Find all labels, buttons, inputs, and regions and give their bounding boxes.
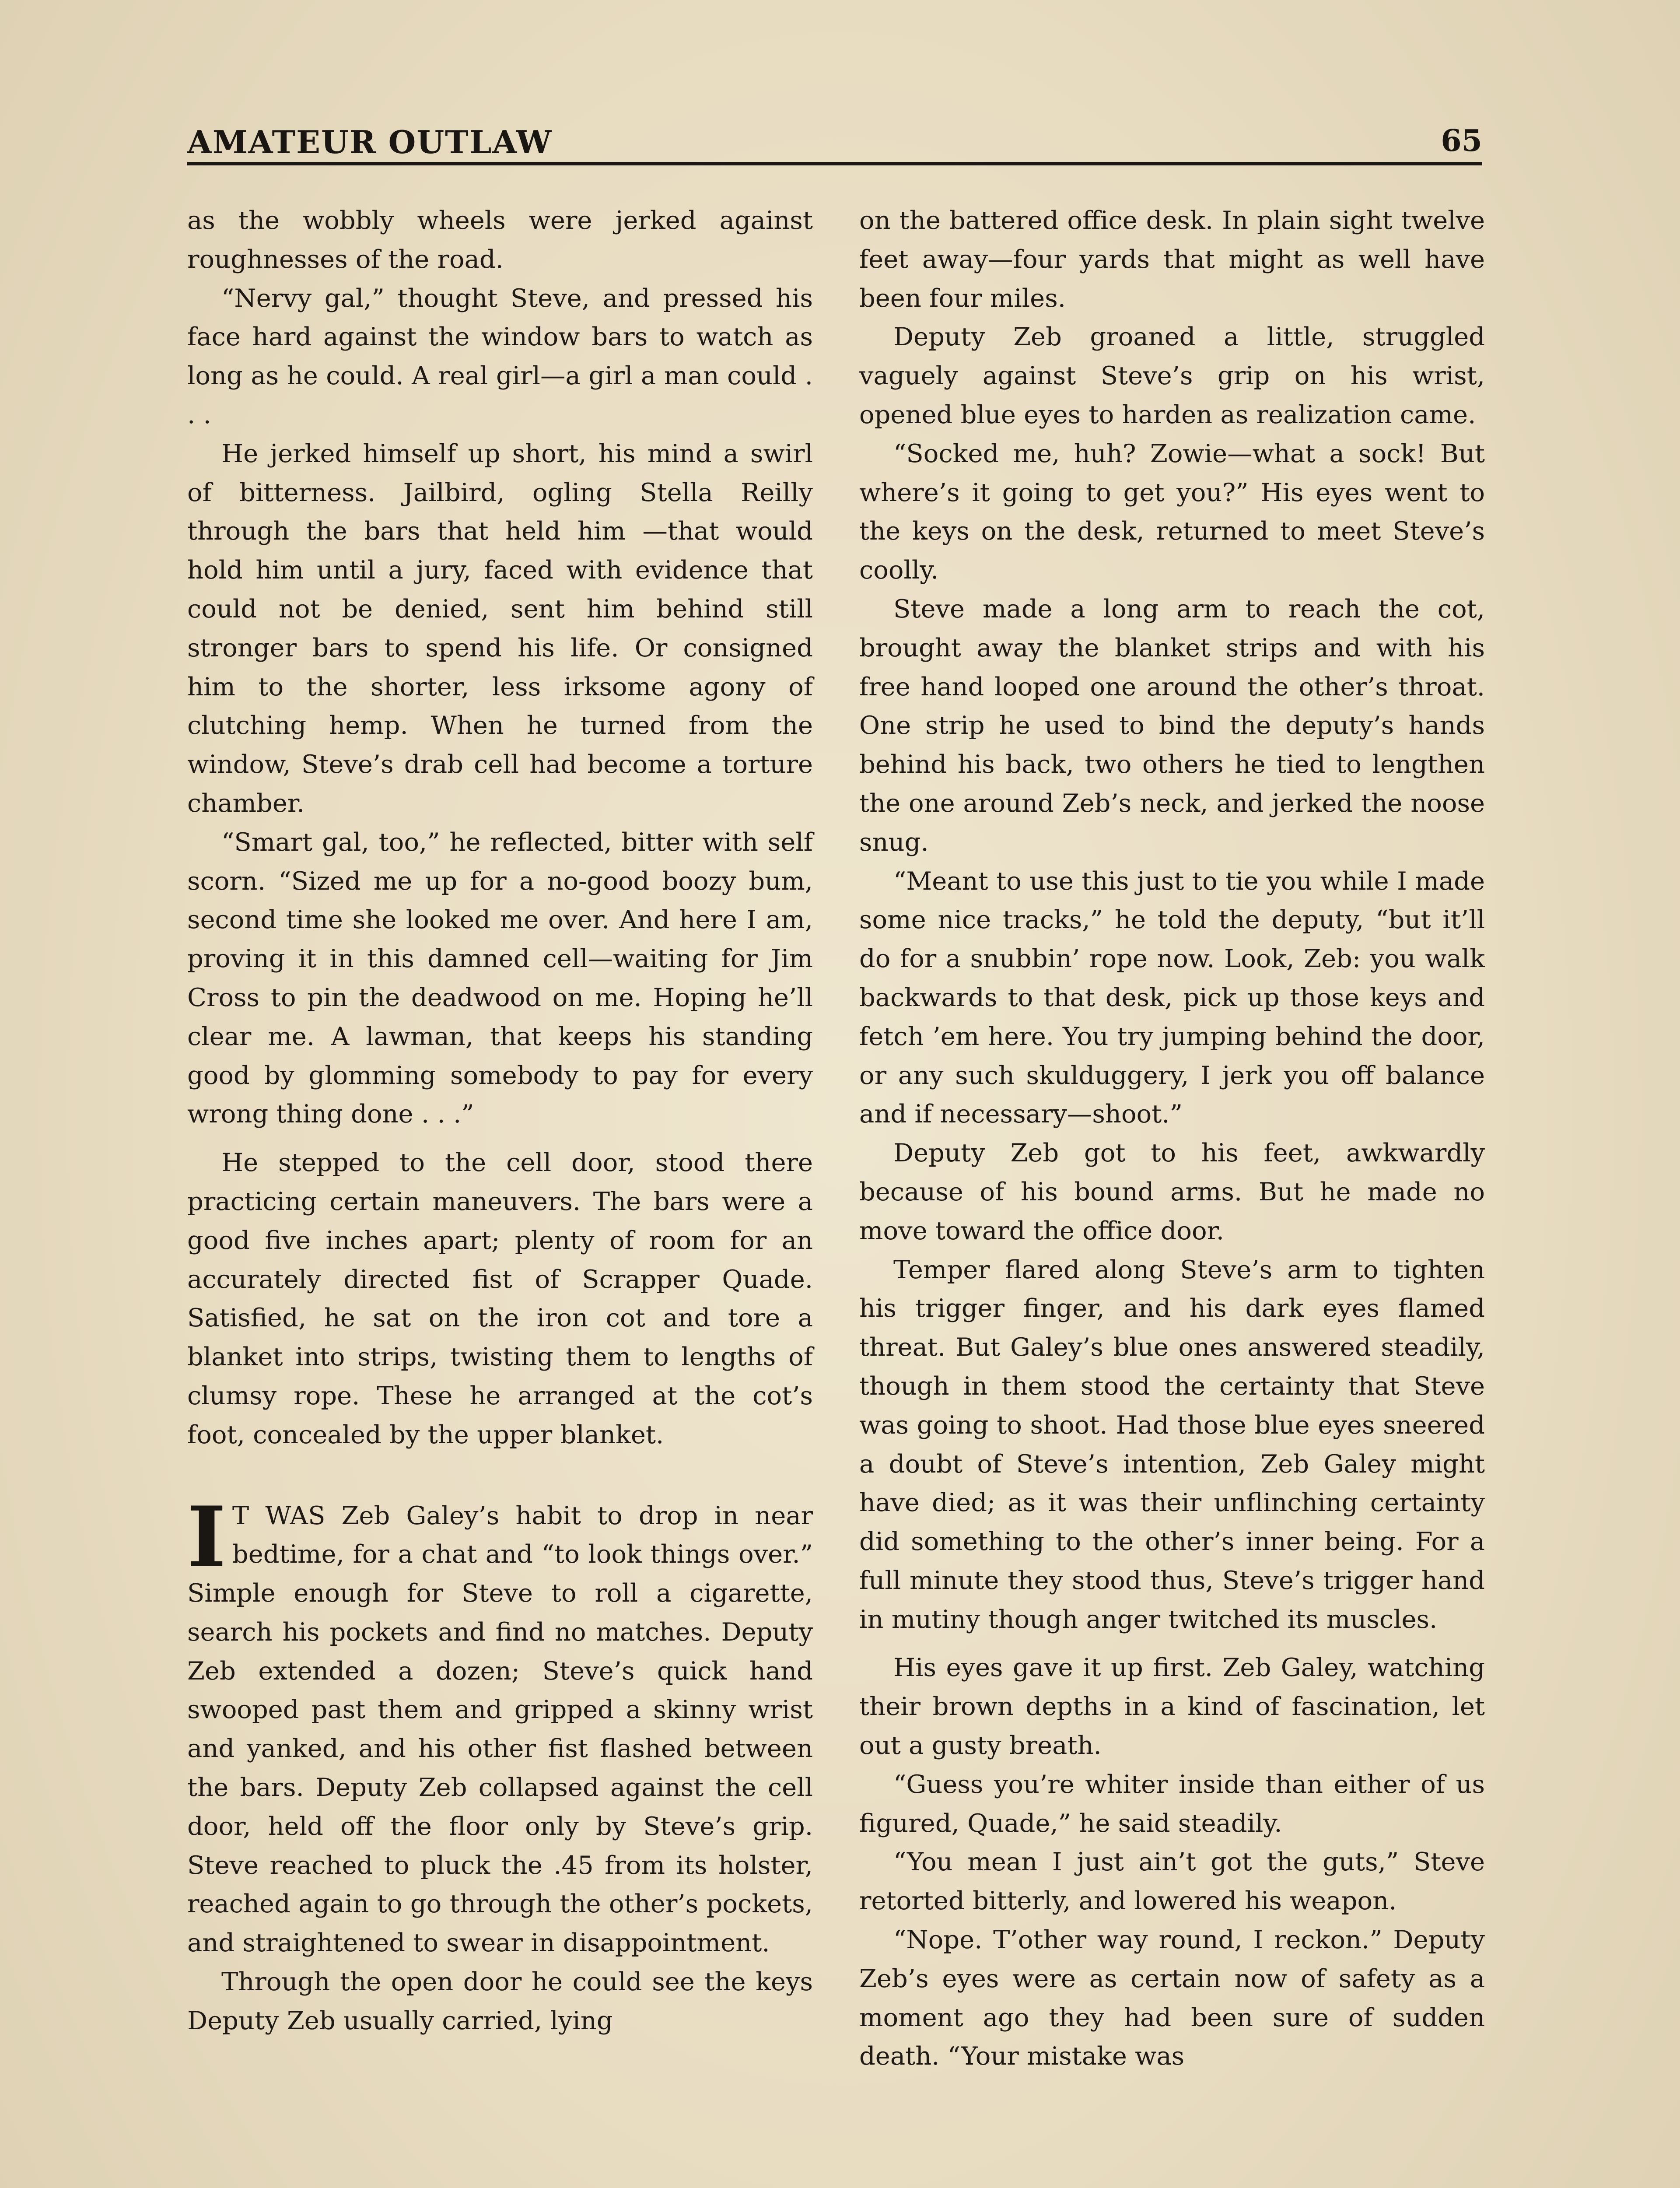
running-title: AMATEUR OUTLAW (187, 123, 553, 161)
header-rule (187, 162, 1482, 165)
paragraph: Through the open door he could see the keys Deputy Zeb usually carried, lying (187, 1967, 813, 2035)
paragraph: Deputy Zeb groaned a little, struggled vaguely against Steve’s grip on his wrist, opened blue eyes to harden as realization came. (859, 322, 1485, 429)
paragraph: His eyes gave it up first. Zeb Galey, watching their brown depths in a kind of fascination, let out a gusty breath. (859, 1653, 1485, 1760)
paragraph: He stepped to the cell door, stood there practicing certain maneuvers. The bars were a good five inches apart; plenty of room for an accurately directed fist of Scrapper Quade. Satisfied, he sat on the iron cot and tore a blanket into strips, twisting them to lengths of clumsy rope. These he arranged at the cot’s foot, concealed by the upper blanket. (187, 1148, 813, 1449)
page-header (187, 117, 1482, 165)
paragraph: as the wobbly wheels were jerked against roughnesses of the road. (187, 206, 813, 274)
paragraph: He jerked himself up short, his mind a swirl of bitterness. Jailbird, ogling Stella Reilly through the bars that held him —that would hold him until a jury, faced with evidence that could not be denied, sent him behind still stronger bars to spend his life. Or consigned him to the shorter, less irksome agony of clutching hemp. When he turned from the window, Steve’s drab cell had become a torture chamber. (187, 438, 813, 818)
paragraph: “Nervy gal,” thought Steve, and pressed his face hard against the window bars to watch as long as he could. A real girl—a girl a man could . . . (187, 283, 813, 429)
paragraph: “You mean I just ain’t got the guts,” Steve retorted bitterly, and lowered his weapon. (859, 1847, 1485, 1916)
section-opening-paragraph (187, 1488, 813, 1963)
right-column (859, 201, 1485, 2076)
page-number: 65 (1441, 123, 1482, 158)
paragraph: “Smart gal, too,” he reflected, bitter with self scorn. “Sized me up for a no-good boozy bum, second time she looked me over. And here I am, proving it in this damned cell—waiting for Jim Cross to pin the deadwood on me. Hoping he’ll clear me. A lawman, that keeps his standing good by glomming somebody to pay for every wrong thing done . . .” (187, 827, 813, 1129)
left-column (187, 201, 813, 2041)
paragraph: “Socked me, huh? Zowie—what a sock! But where’s it going to get you?” His eyes went to the keys on the desk, returned to meet Steve’s coolly. (859, 438, 1485, 585)
paragraph: Steve made a long arm to reach the cot, brought away the blanket strips and with his free hand looped one around the other’s throat. One strip he used to bind the deputy’s hands behind his back, two others he tied to lengthen the one around Zeb’s neck, and jerked the noose snug. (859, 594, 1485, 857)
paragraph: “Nope. T’other way round, I reckon.” Deputy Zeb’s eyes were as certain now of safety as a moment ago they had been sure of sudden death. “Your mistake was (859, 1925, 1485, 2071)
paragraph: “Guess you’re whiter inside than either of us figured, Quade,” he said steadily. (859, 1769, 1485, 1838)
paragraph: Temper flared along Steve’s arm to tighten his trigger finger, and his dark eyes flamed threat. But Galey’s blue ones answered steadily, though in them stood the certainty that Steve was going to shoot. Had those blue eyes sneered a doubt of Steve’s intention, Zeb Galey might have died; as it was their unflinching certainty did something to the other’s inner being. For a full minute they stood thus, Steve’s trigger hand in mutiny though anger twitched its muscles. (859, 1255, 1485, 1634)
paragraph: Deputy Zeb got to his feet, awkwardly because of his bound arms. But he made no move toward the office door. (859, 1138, 1485, 1245)
drop-cap: I (187, 1488, 226, 1586)
paragraph: on the battered office desk. In plain sight twelve feet away—four yards that might as well have been four miles. (859, 206, 1485, 313)
section-opening-text: T WAS Zeb Galey’s habit to drop in near bedtime, for a chat and “to look things over.” Simple enough for Steve to roll a cigarette, search his pockets and find no matches. Deputy Zeb extended a dozen; Steve’s quick hand swooped past them and gripped a skinny wrist and yanked, and his other fist flashed between the bars. Deputy Zeb collapsed against the cell door, held off the floor only by Steve’s grip. Steve reached to pluck the .45 from its holster, reached again to go through the other’s pockets, and straightened to swear in disappointment. (187, 1501, 813, 1958)
paragraph: “Meant to use this just to tie you while I made some nice tracks,” he told the deputy, “but it’ll do for a snubbin’ rope now. Look, Zeb: you walk backwards to that desk, pick up those keys and fetch ’em here. You try jumping behind the door, or any such skulduggery, I jerk you off balance and if necessary—shoot.” (859, 866, 1485, 1129)
